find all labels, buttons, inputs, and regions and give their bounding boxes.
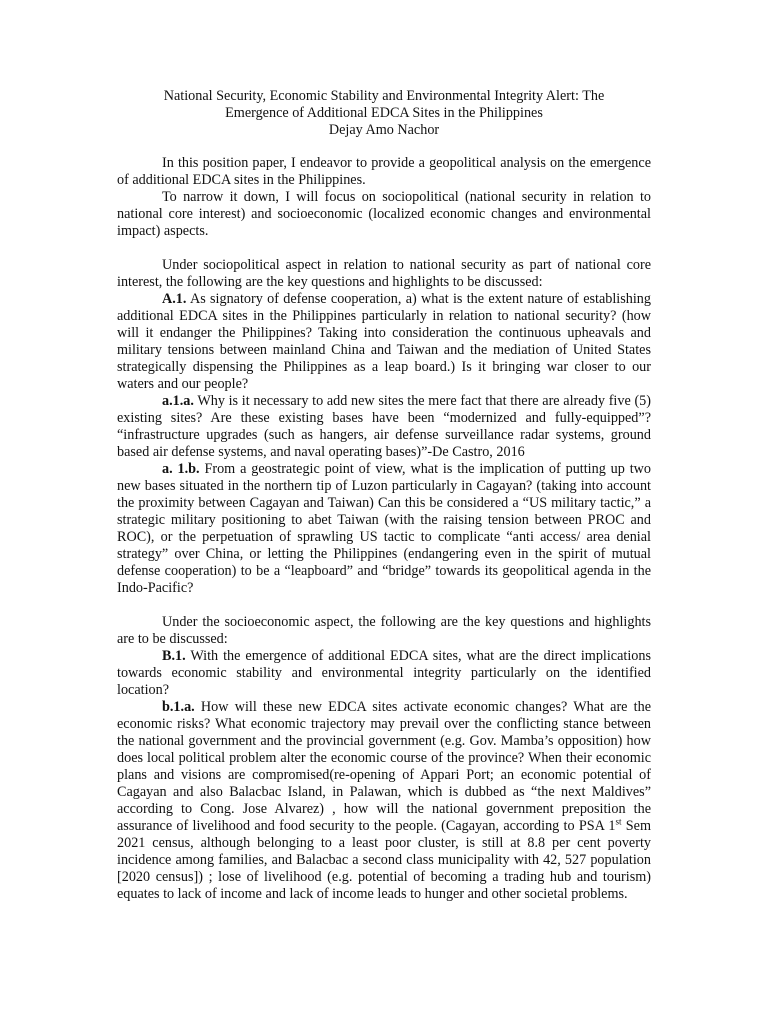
ordinal-superscript: st: [615, 816, 622, 827]
question-a1-text: As signatory of defense cooperation, a) what is the extent nature of establishing additional EDCA sites in the Philippines particularly in relation to national security? (how will it endanger the Philippines? Taking into consideration the continuous upheavals and military tensions between mainland China and Taiwan and the mediation of United States strategically dispensing the Philippines as a leap board.) Is it bringing war closer to our waters and our people?: [117, 291, 651, 392]
sociopolitical-intro-paragraph: Under sociopolitical aspect in relation to national security as part of national core interest, the following are the key questions and highlights to be discussed:: [117, 257, 651, 290]
question-a1a-text: Why is it necessary to add new sites the mere fact that there are already five (5) existing sites? Are these existing bases have been “modernized and fully-equipped”? “infrastructure upgrades (such as hangers, air defense surveillance radar systems, ground based air defense systems, and naval operating bases)”-De Castro, 2016: [117, 393, 651, 460]
question-b1-text: With the emergence of additional EDCA sites, what are the direct implications towards economic stability and environmental integrity particularly on the identified location?: [117, 648, 651, 698]
document-title-line-2: Emergence of Additional EDCA Sites in the Philippines: [225, 105, 543, 121]
document-title-line-1: National Security, Economic Stability and Environmental Integrity Alert: The: [163, 88, 605, 104]
question-a1-label: A.1.: [162, 291, 187, 307]
document-header: [117, 88, 651, 139]
question-a1b-paragraph: [117, 461, 651, 597]
paragraph-gap: [117, 240, 651, 257]
question-a1a-paragraph: [117, 393, 651, 461]
question-b1-paragraph: [117, 648, 651, 699]
intro-paragraph-1: In this position paper, I endeavor to provide a geopolitical analysis on the emergence of additional EDCA sites in the Philippines.: [117, 155, 651, 188]
intro-paragraph-2: To narrow it down, I will focus on sociopolitical (national security in relation to national core interest) and socioeconomic (localized economic changes and environmental impact) aspects.: [117, 189, 651, 239]
question-b1a-label: b.1.a.: [162, 699, 195, 715]
question-a1b-label: a. 1.b.: [162, 461, 200, 477]
question-a1-paragraph: [117, 291, 651, 393]
document-author: Dejay Amo Nachor: [328, 122, 440, 138]
question-b1a-paragraph: [117, 699, 651, 903]
question-b1a-text-part-2: Sem 2021 census, although belonging to a least poor cluster, is still at 8.8 per cent poverty incidence among families, and Balacbac a second class municipality with 42, 527 population [2020 census]) ; lose of livelihood (e.g. potential of becoming a trading hub and tourism) equates to lack of income and lack of income leads to hunger and other societal problems.: [117, 818, 651, 902]
question-a1a-label: a.1.a.: [162, 393, 194, 409]
socioeconomic-intro-paragraph: Under the socioeconomic aspect, the following are the key questions and highlights are to be discussed:: [117, 614, 651, 647]
question-b1a-text-part-1: How will these new EDCA sites activate economic changes? What are the economic risks? What economic trajectory may prevail over the conflicting stance between the national government and the provincial government (e.g. Gov. Mamba’s opposition) how does local political problem alter the economic course of the province? When their economic plans and visions are compromised(re-opening of Appari Port; an economic potential of Cagayan and also Balacbac Island, in Palawan, which is dubbed as “the next Maldives” according to Cong. Jose Alvarez) , how will the national government preposition the assurance of livelihood and food security to the people. (Cagayan, according to PSA 1: [117, 699, 651, 834]
question-b1-label: B.1.: [162, 648, 186, 664]
paragraph-gap: [117, 597, 651, 614]
question-a1b-text: From a geostrategic point of view, what is the implication of putting up two new bases situated in the northern tip of Luzon particularly in Cagayan? (taking into account the proximity between Cagayan and Taiwan) Can this be considered a “US military tactic,” a strategic military positioning to abet Taiwan (with the raising tension between PROC and ROC), or the perpetuation of sprawling US tactic to complicate “anti access/ area denial strategy” over China, or letting the Philippines (endangering even in the spirit of mutual defense cooperation) to be a “leapboard” and “bridge” towards its geopolitical agenda in the Indo-Pacific?: [117, 461, 652, 596]
